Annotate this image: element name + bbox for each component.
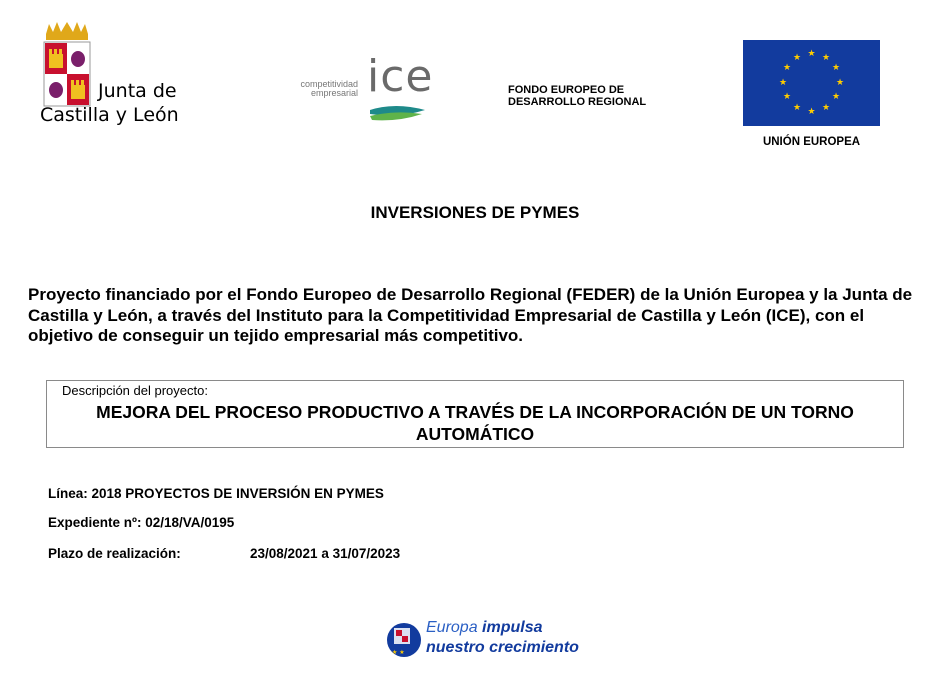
europa-word: Europa: [426, 619, 478, 636]
europa-impulsa-emblem-icon: [384, 618, 424, 658]
crecimiento-line: nuestro crecimiento: [426, 639, 579, 656]
svg-text:★: ★: [807, 107, 816, 117]
svg-text:★: ★: [821, 53, 831, 63]
eu-flag-icon: [743, 40, 880, 126]
feder-label: FONDO EUROPEO DE DESARROLLO REGIONAL: [508, 84, 647, 108]
page-title: INVERSIONES DE PYMES: [370, 203, 580, 222]
jcyl-line2: Castilla y León: [40, 104, 179, 126]
intro-paragraph: Proyecto financiado por el Fondo Europeo de Desarrollo Regional (FEDER) de la Unión Europea y la Junta de Castilla y León, a través del Instituto para la Competitividad Empresarial de Castilla y León (ICE), con el objetivo de conseguir un tejido empresarial más competitivo.: [28, 285, 913, 345]
description-text: MEJORA DEL PROCESO PRODUCTIVO A TRAVÉS DE LA INCORPORACIÓN DE UN TORNO AUTOMÁTICO: [96, 402, 854, 444]
europa-impulsa-text: [426, 618, 579, 658]
eu-label: UNIÓN EUROPEA: [762, 136, 861, 148]
svg-text:★: ★: [792, 53, 802, 63]
jcyl-line1: Junta de: [98, 80, 177, 102]
svg-text:★: ★: [821, 103, 831, 113]
plazo-value: 23/08/2021 a 31/07/2023: [250, 546, 401, 561]
svg-text:★: ★: [807, 49, 816, 59]
expediente-row: Expediente nº: 02/18/VA/0195: [48, 515, 235, 530]
ice-wordmark: ice: [367, 51, 434, 102]
svg-text:★: ★: [778, 78, 788, 88]
ice-tagline: competitividad empresarial: [300, 79, 358, 98]
svg-text:★: ★: [782, 63, 792, 73]
impulsa-word: impulsa: [482, 619, 543, 636]
svg-text:★: ★: [782, 92, 792, 102]
linea-row: Línea: 2018 PROYECTOS DE INVERSIÓN EN PYMES: [48, 486, 384, 501]
svg-text:★: ★: [835, 78, 845, 88]
svg-text:★ ★: ★ ★: [392, 649, 405, 656]
svg-text:★: ★: [831, 63, 841, 73]
svg-text:★: ★: [831, 92, 841, 102]
description-label: Descripción del proyecto:: [62, 383, 208, 398]
plazo-label: Plazo de realización:: [48, 546, 181, 561]
svg-text:★: ★: [792, 103, 802, 113]
